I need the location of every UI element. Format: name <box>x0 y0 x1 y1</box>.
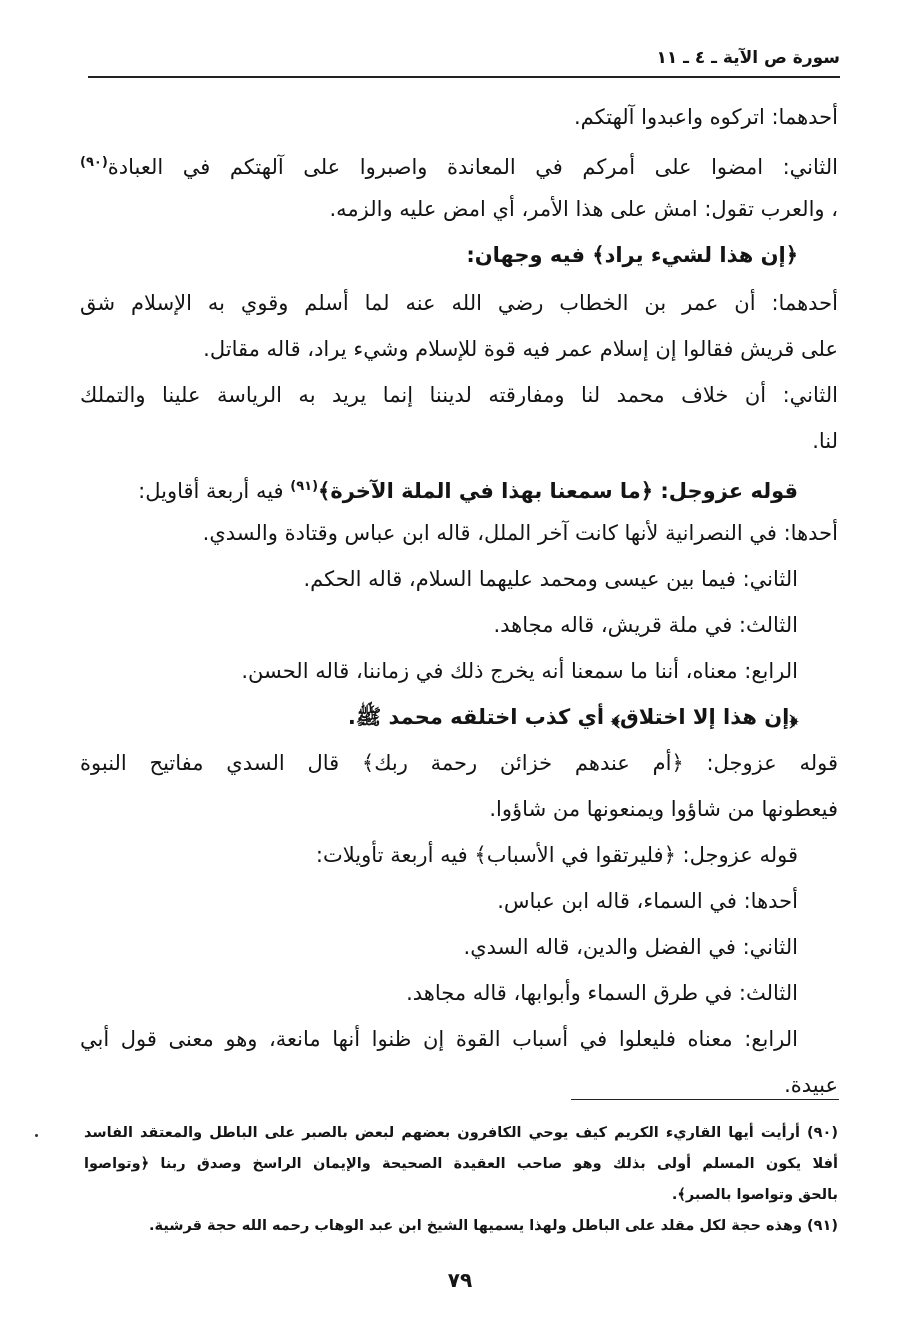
main-text <box>80 94 838 1108</box>
text-line: قوله عزوجل: ﴿ما سمعنا بهذا في الملة الآخرة﴾$^{(٩١)}$ فيه أربعة أقاويل: <box>138 479 798 503</box>
text-line: ، والعرب تقول: امش على هذا الأمر، أي امض عليه والزمه. <box>329 197 838 221</box>
text-line: أحدها: في السماء، قاله ابن عباس. <box>497 889 798 913</box>
text-line: على قريش فقالوا إن إسلام عمر فيه قوة للإسلام وشيء يراد، قاله مقاتل. <box>203 337 838 361</box>
text-line: الرابع: معناه فليعلوا في أسباب القوة إن ظنوا أنها مانعة، وهو معنى قول أبي <box>80 1027 798 1051</box>
running-header <box>88 46 840 78</box>
text-line: الثالث: في طرق السماء وأبوابها، قاله مجاهد. <box>406 981 798 1005</box>
footnotes <box>84 1118 838 1242</box>
text-line: الثاني: في الفضل والدين، قاله السدي. <box>463 935 798 959</box>
footnote-line: (٩١) وهذه حجة لكل مقلد على الباطل ولهذا يسميها الشيخ ابن عبد الوهاب رحمه الله حجة قرشية. <box>149 1218 838 1234</box>
footnote-ref[interactable]: (٩٠) <box>80 155 108 170</box>
text-line: الرابع: معناه، أننا ما سمعنا أنه يخرج ذلك في زماننا، قاله الحسن. <box>241 659 798 683</box>
text-line: فيعطونها من شاؤوا ويمنعونها من شاؤوا. <box>489 797 838 821</box>
text-line: ﴿إن هذا إلا اختلاق﴾ أي كذب اختلقه محمد ﷺ. <box>347 705 798 729</box>
text-line: الثاني: امضوا على أمركم في المعاندة واصبروا على آلهتكم في العبادة$^{(٩٠)}$ <box>80 155 838 179</box>
text-line: أحدهما: اتركوه واعبدوا آلهتكم. <box>573 105 838 129</box>
text-line: قوله عزوجل: ﴿فليرتقوا في الأسباب﴾ فيه أربعة تأويلات: <box>315 843 798 867</box>
footnote-line: (٩٠) أرأيت أيها القاريء الكريم كيف يوحي الكافرون بعضهم لبعض بالصبر على الباطل والمعتقد الفاسد <box>84 1125 838 1141</box>
scan-speck <box>35 1134 38 1137</box>
footnote-line: أفلا يكون المسلم أولى بذلك وهو صاحب العقيدة الصحيحة والإيمان الراسخ وصدق ربنا ﴿وتواصوا <box>84 1156 838 1172</box>
text-line: الثاني: أن خلاف محمد لنا ومفارقته لديننا إنما يريد به الرياسة علينا والتملك <box>80 383 838 407</box>
text-line: الثاني: فيما بين عيسى ومحمد عليهما السلام، قاله الحكم. <box>303 567 798 591</box>
footnote-divider <box>571 1099 839 1100</box>
text-line: قوله عزوجل: ﴿أم عندهم خزائن رحمة ربك﴾ قال السدي مفاتيح النبوة <box>80 751 838 775</box>
text-line: الثالث: في ملة قريش، قاله مجاهد. <box>493 613 798 637</box>
text-line: لنا. <box>812 429 838 453</box>
page-number: ٧٩ <box>447 1268 473 1292</box>
header-title: سورة ص الآية ـ ٤ ـ ١١ <box>656 48 840 68</box>
text-line: عبيدة. <box>784 1073 838 1097</box>
footnote-line: بالحق وتواصوا بالصبر﴾. <box>671 1187 838 1203</box>
text-line: ﴿إن هذا لشيء يراد﴾ فيه وجهان: <box>466 243 798 267</box>
text-line: أحدهما: أن عمر بن الخطاب رضي الله عنه لما أسلم وقوي به الإسلام شق <box>80 291 838 315</box>
footnote-ref[interactable]: (٩١) <box>290 479 319 494</box>
text-line: أحدها: في النصرانية لأنها كانت آخر الملل، قاله ابن عباس وقتادة والسدي. <box>202 521 838 545</box>
